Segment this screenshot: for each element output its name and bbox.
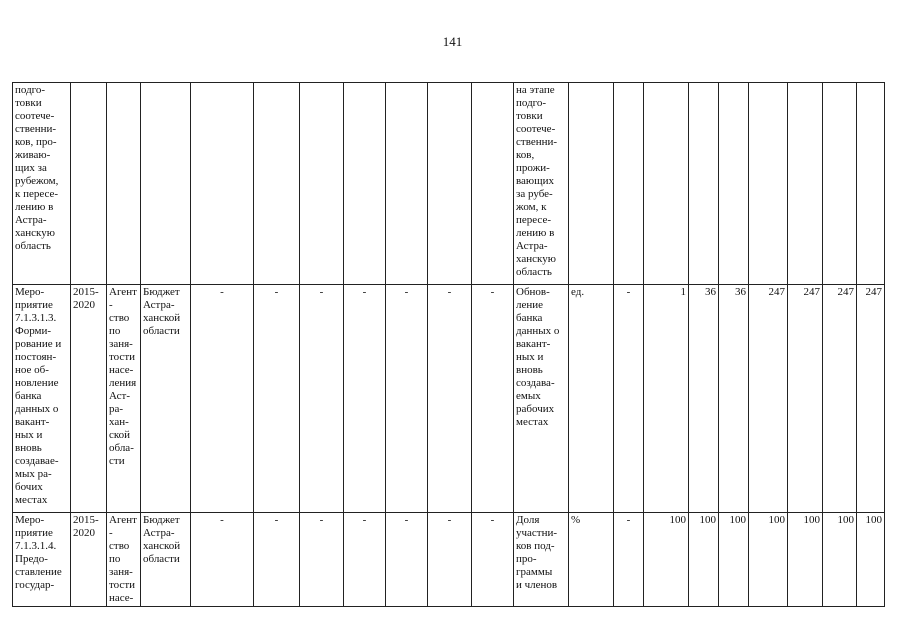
funding-cell: -	[472, 285, 514, 513]
funding-cell	[386, 83, 428, 285]
table-row	[13, 513, 885, 607]
value-cell: -	[614, 513, 644, 607]
indicator-cell: Обнов- ление банка данных о вакант- ных и вновь создава- емых рабочих местах	[514, 285, 569, 513]
funding-cell: -	[472, 513, 514, 607]
value-cell	[749, 83, 788, 285]
years-cell: 2015- 2020	[71, 285, 107, 513]
value-cell: 247	[823, 285, 857, 513]
value-cell	[719, 83, 749, 285]
funding-cell: -	[254, 513, 300, 607]
value-cell	[823, 83, 857, 285]
executor-cell: Агент- ство по заня- тости насе- ления Аст- ра- хан- ской обла- сти	[107, 285, 141, 513]
funding-cell: -	[386, 285, 428, 513]
value-cell	[614, 83, 644, 285]
value-cell: 100	[749, 513, 788, 607]
value-cell: 100	[689, 513, 719, 607]
value-cell: 36	[689, 285, 719, 513]
value-cell	[689, 83, 719, 285]
funding-cell: -	[191, 285, 254, 513]
unit-cell: ед.	[569, 285, 614, 513]
activity-cell: Меро- приятие 7.1.3.1.4. Предо- ставление государ-	[13, 513, 71, 607]
executor-cell: Агент- ство по заня- тости насе-	[107, 513, 141, 607]
funding-source-cell: Бюджет Астра- ханской области	[141, 285, 191, 513]
funding-cell: -	[386, 513, 428, 607]
funding-cell	[191, 83, 254, 285]
value-cell: 100	[823, 513, 857, 607]
funding-cell	[472, 83, 514, 285]
page-number: 141	[442, 34, 463, 49]
funding-cell	[344, 83, 386, 285]
table-row	[13, 83, 885, 285]
years-cell	[71, 83, 107, 285]
indicator-cell: на этапе подго- товки соотече- ственни- ков, прожи- вающих за рубе- жом, к пересе- лению в Астра- ханскую область	[514, 83, 569, 285]
unit-cell	[569, 83, 614, 285]
activity-cell: подго- товки соотече- ственни- ков, про- живаю- щих за рубежом, к пересе- лению в Астра- ханскую область	[13, 83, 71, 285]
funding-source-cell: Бюджет Астра- ханской области	[141, 513, 191, 607]
value-cell: 247	[857, 285, 885, 513]
indicator-cell: Доля участни- ков под- про- граммы и членов	[514, 513, 569, 607]
funding-cell: -	[344, 285, 386, 513]
funding-cell: -	[428, 513, 472, 607]
funding-cell: -	[344, 513, 386, 607]
value-cell	[857, 83, 885, 285]
value-cell: 247	[749, 285, 788, 513]
value-cell: 100	[719, 513, 749, 607]
value-cell	[788, 83, 823, 285]
table-row	[13, 285, 885, 513]
years-cell: 2015- 2020	[71, 513, 107, 607]
value-cell: 100	[644, 513, 689, 607]
program-table	[12, 82, 885, 607]
value-cell: 1	[644, 285, 689, 513]
funding-cell	[428, 83, 472, 285]
funding-cell: -	[300, 513, 344, 607]
executor-cell	[107, 83, 141, 285]
value-cell: 100	[857, 513, 885, 607]
funding-cell: -	[428, 285, 472, 513]
funding-cell	[300, 83, 344, 285]
unit-cell: %	[569, 513, 614, 607]
value-cell: 247	[788, 285, 823, 513]
value-cell	[644, 83, 689, 285]
funding-cell: -	[254, 285, 300, 513]
value-cell: 100	[788, 513, 823, 607]
funding-source-cell	[141, 83, 191, 285]
funding-cell: -	[300, 285, 344, 513]
funding-cell	[254, 83, 300, 285]
activity-cell: Меро- приятие 7.1.3.1.3. Форми- рование и постоян- ное об- новление банка данных о вакант- ных и вновь создавае- мых ра- бочих местах	[13, 285, 71, 513]
value-cell: -	[614, 285, 644, 513]
value-cell: 36	[719, 285, 749, 513]
funding-cell: -	[191, 513, 254, 607]
